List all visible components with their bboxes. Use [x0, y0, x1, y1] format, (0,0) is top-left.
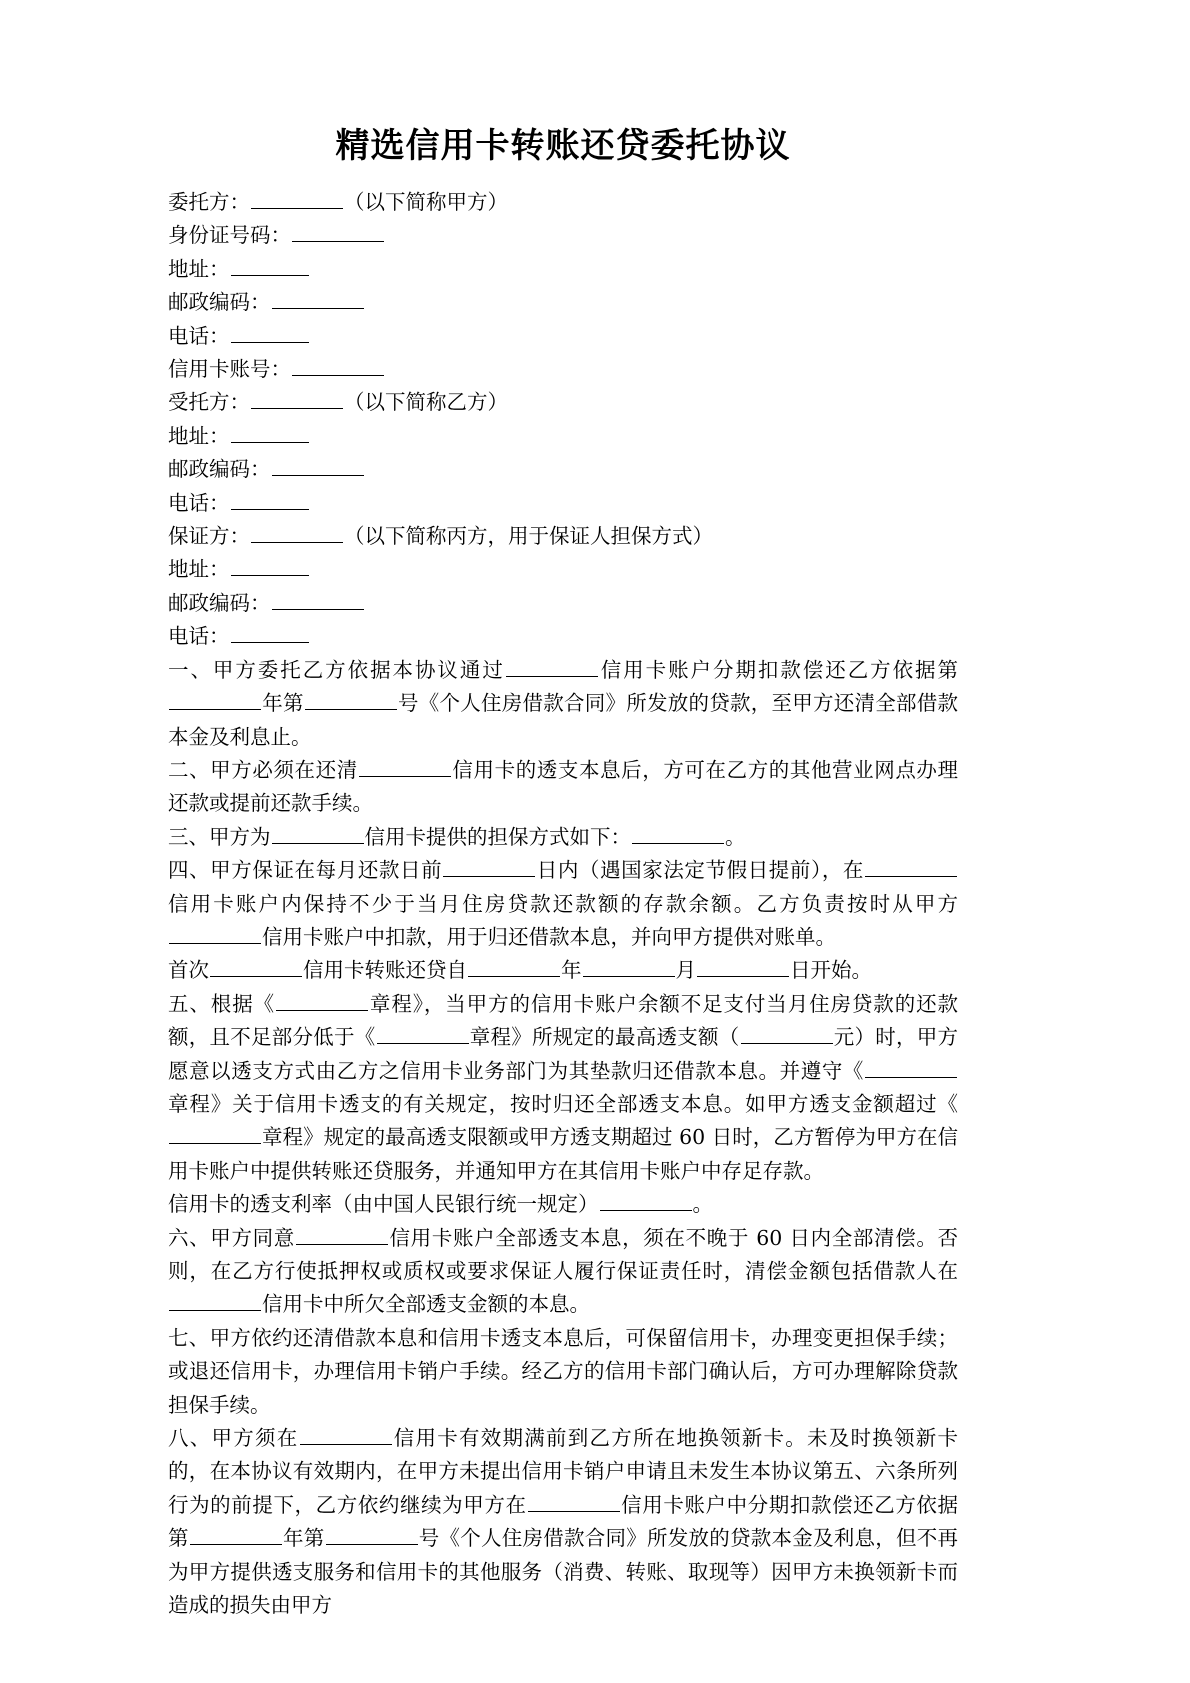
party-field-row — [168, 186, 958, 219]
clause-blank[interactable] — [300, 1423, 392, 1445]
clause-blank[interactable] — [865, 1056, 957, 1078]
clause-blank-year[interactable] — [468, 955, 560, 977]
party-field-blank[interactable] — [272, 454, 364, 476]
clause-text: 信用卡账户分期扣款偿还乙方依据第 — [598, 657, 959, 682]
party-field-row — [168, 386, 958, 419]
clause-blank[interactable] — [377, 1022, 469, 1044]
clause-blank[interactable] — [326, 1523, 418, 1545]
party-field-row — [168, 587, 958, 620]
clause-text: 四、甲方保证在每月还款日前 — [168, 858, 443, 883]
clause-5 — [168, 988, 958, 1188]
party-field-blank[interactable] — [231, 555, 309, 577]
clause-text: 八、甲方须在 — [168, 1426, 299, 1451]
party-field-blank[interactable] — [292, 221, 384, 243]
clause-blank[interactable] — [632, 822, 724, 844]
clause-6 — [168, 1222, 958, 1322]
clause-5-overdraft-rate — [168, 1188, 958, 1221]
clause-text: 一、甲方委托乙方依据本协议通过 — [168, 657, 505, 682]
clause-blank[interactable] — [276, 989, 368, 1011]
party-field-row — [168, 253, 958, 286]
party-field-label: 身份证号码： — [168, 223, 291, 248]
party-field-label: 保证方： — [168, 524, 250, 549]
clause-blank[interactable] — [169, 922, 261, 944]
clause-blank[interactable] — [443, 855, 535, 877]
clause-blank[interactable] — [305, 688, 397, 710]
clause-blank[interactable] — [169, 1290, 261, 1312]
party-field-label: 电话： — [168, 624, 230, 649]
clause-text: 章程》关于信用卡透支的有关规定，按时归还全部透支本息。如甲方透支金额超过《 — [168, 1091, 958, 1116]
party-field-label: 邮政编码： — [168, 590, 271, 615]
clause-text: 年第 — [282, 1526, 325, 1551]
party-field-row — [168, 420, 958, 453]
party-field-blank[interactable] — [231, 488, 309, 510]
party-field-row — [168, 453, 958, 486]
clause-text: 日内（遇国家法定节假日提前），在 — [536, 858, 865, 883]
party-field-suffix: （以下简称乙方） — [344, 390, 508, 415]
document-body — [168, 120, 958, 1622]
clause-text: 二、甲方必须在还清 — [168, 757, 358, 782]
clause-text: 。 — [725, 824, 746, 849]
party-field-blank[interactable] — [251, 388, 343, 410]
clause-text: 信用卡账户全部透支本息，须在不晚于 60 日内全部清偿。否则，在乙方行使抵押权或质权或要求保证人履行保证责任时，清偿金额包括借款人在 — [168, 1225, 958, 1283]
party-field-row — [168, 320, 958, 353]
clause-text: 信用卡的透支利率（由中国人民银行统一规定） — [168, 1192, 599, 1217]
clause-8 — [168, 1422, 958, 1622]
party-field-label: 信用卡账号： — [168, 357, 291, 382]
party-field-blank[interactable] — [272, 588, 364, 610]
party-field-label: 邮政编码： — [168, 457, 271, 482]
clause-text: 信用卡账户内保持不少于当月住房贷款还款额的存款余额。乙方负责按时从甲方 — [168, 891, 958, 916]
clause-text: 年第 — [262, 691, 304, 716]
party-field-row — [168, 620, 958, 653]
clause-3 — [168, 821, 958, 854]
clause-text: 元）时，甲方愿意以透支方式由乙方之信用卡业务部门为其垫款归还借款本息。并遵守《 — [168, 1025, 958, 1083]
clause-text: 信用卡转账还贷自 — [303, 958, 467, 983]
clause-text: 首次 — [168, 958, 209, 983]
clause-blank[interactable] — [272, 822, 364, 844]
clause-blank-month[interactable] — [583, 955, 675, 977]
party-field-blank[interactable] — [231, 621, 309, 643]
clause-1 — [168, 654, 958, 754]
party-field-row — [168, 286, 958, 319]
party-field-blank[interactable] — [272, 287, 364, 309]
party-field-row — [168, 487, 958, 520]
clause-text: 号《个人住房借款合同》所发放的贷款，至甲方还清全部借款本金及利息止。 — [168, 691, 958, 749]
clause-text: 章程》所规定的最高透支额（ — [469, 1025, 740, 1050]
party-field-blank[interactable] — [231, 321, 309, 343]
party-field-label: 受托方： — [168, 390, 250, 415]
clause-text: 信用卡账户中分期扣款偿还乙方依据第 — [168, 1492, 959, 1551]
clause-text: 信用卡提供的担保方式如下： — [364, 824, 631, 849]
clause-blank[interactable] — [190, 1523, 282, 1545]
clause-blank-amount[interactable] — [741, 1022, 833, 1044]
clause-text: 六、甲方同意 — [168, 1225, 295, 1250]
clause-blank[interactable] — [865, 855, 957, 877]
party-field-blank[interactable] — [292, 354, 384, 376]
clause-4-first-transfer — [168, 954, 958, 987]
clause-blank[interactable] — [169, 1122, 261, 1144]
clause-blank-day[interactable] — [697, 955, 789, 977]
clause-blank[interactable] — [506, 655, 598, 677]
clause-text: 五、根据《 — [168, 991, 276, 1016]
party-field-blank[interactable] — [251, 187, 343, 209]
clause-blank[interactable] — [210, 955, 302, 977]
clause-text: 年 — [561, 958, 582, 983]
clause-text: 信用卡有效期满前到乙方所在地换领新卡。未及时换领新卡的，在本协议有效期内，在甲方未提出信用卡销户申请且未发生本协议第五、六条所列行为的前提下，乙方依约继续为甲方在 — [168, 1426, 958, 1517]
clause-blank[interactable] — [359, 755, 451, 777]
parties-block — [168, 186, 958, 654]
clause-blank[interactable] — [528, 1490, 620, 1512]
party-field-label: 邮政编码： — [168, 290, 271, 315]
clause-7 — [168, 1322, 958, 1422]
party-field-blank[interactable] — [231, 421, 309, 443]
party-field-label: 地址： — [168, 423, 230, 448]
page-title: 精选信用卡转账还贷委托协议 — [335, 126, 791, 166]
clause-text: 章程》，当甲方的信用卡账户余额不足支付当月住房贷款的还款额，且不足部分低于《 — [168, 991, 959, 1050]
clause-text: 号《个人住房借款合同》所发放的贷款本金及利息，但不再为甲方提供透支服务和信用卡的其他服务（消费、转账、取现等）因甲方未换领新卡而造成的损失由甲方 — [168, 1526, 958, 1618]
clause-text: 三、甲方为 — [168, 824, 271, 849]
clause-text: 信用卡的透支本息后，方可在乙方的其他营业网点办理还款或提前还款手续。 — [168, 757, 959, 816]
party-field-label: 电话： — [168, 323, 230, 348]
party-field-label: 地址： — [168, 557, 230, 582]
party-field-blank[interactable] — [231, 254, 309, 276]
party-field-row — [168, 553, 958, 586]
clause-4 — [168, 854, 958, 954]
clause-text: 章程》规定的最高透支限额或甲方透支期超过 60 日时，乙方暂停为甲方在信用卡账户中提供转账还贷服务，并通知甲方在其信用卡账户中存足存款。 — [168, 1125, 958, 1183]
party-field-row — [168, 353, 958, 386]
party-field-suffix: （以下简称丙方，用于保证人担保方式） — [344, 524, 713, 549]
clause-text: 七、甲方依约还清借款本息和信用卡透支本息后，可保留信用卡，办理变更担保手续；或退还信用卡，办理信用卡销户手续。经乙方的信用卡部门确认后，方可办理解除贷款担保手续。 — [168, 1325, 958, 1417]
clause-blank-rate[interactable] — [600, 1189, 692, 1211]
clause-text: 。 — [692, 1192, 713, 1217]
clause-blank[interactable] — [296, 1223, 388, 1245]
clause-2 — [168, 754, 958, 821]
clause-text: 日开始。 — [790, 958, 872, 983]
party-field-label: 地址： — [168, 256, 230, 281]
clause-text: 月 — [675, 958, 696, 983]
party-field-row — [168, 219, 958, 252]
clause-text: 信用卡中所欠全部透支金额的本息。 — [262, 1292, 590, 1317]
party-field-blank[interactable] — [251, 521, 343, 543]
party-field-label: 电话： — [168, 490, 230, 515]
clause-text: 信用卡账户中扣款，用于归还借款本息，并向甲方提供对账单。 — [262, 924, 836, 949]
clause-blank[interactable] — [169, 688, 261, 710]
party-field-row — [168, 520, 958, 553]
party-field-label: 委托方： — [168, 190, 250, 214]
party-field-suffix: （以下简称甲方） — [344, 190, 508, 214]
